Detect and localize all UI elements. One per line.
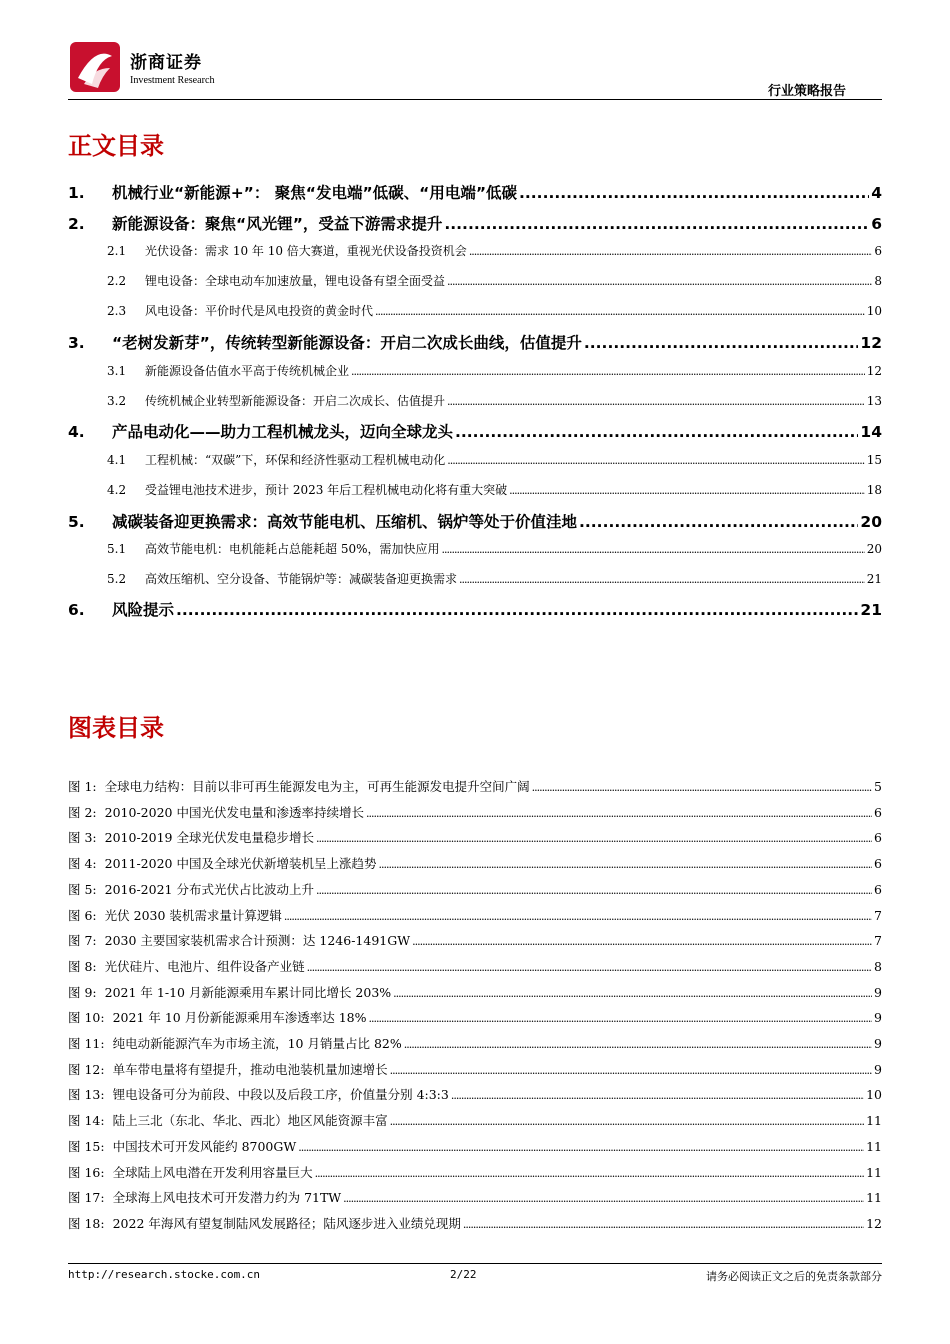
- toc-entry[interactable]: [107, 451, 882, 468]
- brand-subtitle: Investment Research: [130, 74, 215, 86]
- figure-label: 图 16:: [68, 1164, 105, 1180]
- figure-entry[interactable]: [68, 1214, 882, 1232]
- figure-label: 图 14:: [68, 1113, 105, 1129]
- figure-page: 9: [874, 1010, 882, 1026]
- toc-leader-dots: [509, 484, 865, 497]
- toc-entry-number: 1.: [68, 184, 85, 202]
- figure-label: 图 4:: [68, 856, 97, 872]
- toc-entry-page: 20: [860, 513, 882, 531]
- toc-entry-page: 13: [866, 394, 882, 408]
- figure-leader-dots: [284, 910, 872, 923]
- figure-page: 10: [866, 1087, 882, 1103]
- toc-entry-number: 2.2: [107, 274, 127, 288]
- toc-entry[interactable]: [107, 302, 882, 319]
- toc-entry[interactable]: [107, 540, 882, 557]
- figure-entry[interactable]: [68, 931, 882, 949]
- toc-entry-title: 光伏设备：需求 10 年 10 倍大赛道，重视光伏设备投资机会: [145, 244, 467, 258]
- figure-title: 全球海上风电技术可开发潜力约为 71TW: [112, 1190, 342, 1206]
- toc-entry[interactable]: [68, 510, 882, 532]
- figure-leader-dots: [390, 1064, 872, 1077]
- figure-title: 纯电动新能源汽车为市场主流，10 月销量占比 82%: [112, 1036, 402, 1051]
- figure-label: 图 9:: [68, 984, 97, 1000]
- toc-leader-dots: [579, 513, 858, 531]
- figure-leader-dots: [390, 1115, 864, 1128]
- figure-leader-dots: [369, 1012, 873, 1025]
- figure-leader-dots: [366, 807, 872, 820]
- toc-entry-number: 4.: [68, 423, 85, 441]
- toc-entry-page: 4: [871, 184, 882, 202]
- figure-entry[interactable]: [68, 1085, 882, 1103]
- figure-title: 2010-2020 中国光伏发电量和渗透率持续增长: [104, 804, 364, 820]
- figure-title: 中国技术可开发风能约 8700GW: [112, 1138, 297, 1154]
- toc-entry[interactable]: [68, 212, 882, 234]
- toc-leader-dots: [519, 184, 869, 202]
- figure-title: 陆上三北（东北、华北、西北）地区风能资源丰富: [112, 1113, 388, 1129]
- toc-entry-page: 15: [866, 453, 882, 467]
- figure-page: 6: [874, 856, 882, 872]
- toc-entry[interactable]: [107, 272, 882, 289]
- figure-title: 锂电设备可分为前段、中段以及后段工序，价值量分别 4:3:3: [112, 1087, 449, 1103]
- figure-entry[interactable]: [68, 983, 882, 1001]
- figure-title: 光伏 2030 装机需求量计算逻辑: [104, 907, 282, 923]
- figure-page: 12: [866, 1215, 882, 1231]
- figures-title: 图表目录: [68, 714, 164, 742]
- figure-title: 2021 年 1-10 月新能源乘用车累计同比增长 203%: [104, 984, 392, 1000]
- figure-leader-dots: [404, 1038, 872, 1051]
- figure-title: 2016-2021 分布式光伏占比波动上升: [104, 881, 314, 897]
- toc-entry-number: 6.: [68, 601, 85, 619]
- toc-entry-page: 8: [874, 274, 882, 288]
- figure-leader-dots: [315, 1167, 864, 1180]
- footer-disclaimer: 请务必阅读正文之后的免责条款部分: [706, 1270, 882, 1283]
- toc-entry-number: 2.3: [107, 304, 127, 318]
- footer-page-number: 2/22: [450, 1268, 477, 1281]
- figure-entry[interactable]: [68, 1188, 882, 1206]
- figure-title: 2021 年 10 月份新能源乘用车渗透率达 18%: [112, 1010, 367, 1026]
- figure-title: 2030 主要国家装机需求合计预测：达 1246-1491GW: [104, 933, 411, 949]
- figure-page: 9: [874, 1061, 882, 1077]
- figure-label: 图 7:: [68, 933, 97, 949]
- figure-title: 全球陆上风电潜在开发利用容量巨大: [112, 1164, 313, 1180]
- toc-entry-title: 工程机械：“双碳”下，环保和经济性驱动工程机械电动化: [145, 453, 446, 467]
- logo-icon: [68, 40, 122, 94]
- figure-label: 图 8:: [68, 958, 97, 974]
- figure-entry[interactable]: [68, 1008, 882, 1026]
- toc-leader-dots: [351, 365, 865, 378]
- figure-label: 图 11:: [68, 1036, 105, 1051]
- toc-leader-dots: [447, 395, 865, 408]
- figure-leader-dots: [298, 1141, 864, 1154]
- toc-entry-number: 3.: [68, 334, 85, 352]
- figure-leader-dots: [412, 935, 872, 948]
- toc-leader-dots: [442, 543, 865, 556]
- toc-leader-dots: [455, 423, 858, 441]
- figure-label: 图 17:: [68, 1190, 105, 1206]
- figure-page: 6: [874, 881, 882, 897]
- toc-entry-page: 20: [866, 542, 882, 556]
- toc-entry-page: 21: [860, 601, 882, 619]
- toc-entry-title: 锂电设备：全球电动车加速放量，锂电设备有望全面受益: [145, 274, 446, 288]
- figure-page: 11: [866, 1190, 882, 1206]
- toc-entry-page: 14: [860, 423, 882, 441]
- figure-entry[interactable]: [68, 1137, 882, 1155]
- toc-leader-dots: [447, 275, 872, 288]
- figure-label: 图 3:: [68, 830, 97, 846]
- figure-title: 光伏硅片、电池片、组件设备产业链: [104, 958, 305, 974]
- figure-entry[interactable]: [68, 957, 882, 975]
- toc-entry-title: 高效节能电机：电机能耗占总能耗超 50%，需加快应用: [145, 542, 440, 556]
- figure-page: 5: [874, 779, 882, 794]
- footer-url[interactable]: http://research.stocke.com.cn: [68, 1268, 261, 1281]
- toc-entry[interactable]: [68, 420, 882, 442]
- toc-entry-number: 5.: [68, 513, 85, 531]
- figure-label: 图 1:: [68, 779, 97, 794]
- figure-page: 8: [874, 958, 882, 974]
- figure-label: 图 18:: [68, 1215, 105, 1231]
- figure-entry[interactable]: [68, 1034, 882, 1052]
- figure-leader-dots: [463, 1218, 864, 1231]
- figure-entry[interactable]: [68, 803, 882, 821]
- toc-entry-title: 高效压缩机、空分设备、节能锅炉等：减碳装备迎更换需求: [145, 572, 458, 586]
- figure-leader-dots: [316, 832, 872, 845]
- toc-entry-number: 4.2: [107, 483, 127, 497]
- figure-label: 图 13:: [68, 1087, 105, 1103]
- figure-title: 2010-2019 全球光伏发电量稳步增长: [104, 830, 314, 846]
- figure-page: 11: [866, 1113, 882, 1129]
- figure-page: 11: [866, 1138, 882, 1154]
- toc-entry-title: 减碳装备迎更换需求：高效节能电机、压缩机、锅炉等处于价值洼地: [112, 513, 578, 531]
- toc-leader-dots: [444, 215, 869, 233]
- toc-entry-number: 5.1: [107, 542, 127, 556]
- toc-entry-page: 12: [866, 364, 882, 378]
- figure-entry[interactable]: [68, 854, 882, 872]
- toc-entry[interactable]: [107, 481, 882, 498]
- figure-page: 7: [874, 933, 882, 949]
- figure-entry[interactable]: [68, 1163, 882, 1181]
- figure-page: 11: [866, 1164, 882, 1180]
- figure-title: 全球电力结构：目前以非可再生能源发电为主，可再生能源发电提升空间广阔: [104, 779, 530, 794]
- figure-title: 单车带电量将有望提升，推动电池装机量加速增长: [112, 1061, 388, 1077]
- toc-entry-title: 新能源设备：聚焦“风光锂”，受益下游需求提升: [112, 215, 443, 233]
- figure-title: 2022 年海风有望复制陆风发展路径；陆风逐步进入业绩兑现期: [112, 1215, 461, 1231]
- toc-title: 正文目录: [68, 132, 164, 160]
- figure-page: 7: [874, 907, 882, 923]
- figure-label: 图 5:: [68, 881, 97, 897]
- toc-entry-number: 5.2: [107, 572, 127, 586]
- toc-entry-title: 新能源设备估值水平高于传统机械企业: [145, 364, 350, 378]
- figure-page: 6: [874, 830, 882, 846]
- figure-leader-dots: [343, 1192, 864, 1205]
- toc-leader-dots: [459, 573, 865, 586]
- header-divider: [68, 99, 882, 100]
- figure-entry[interactable]: [68, 828, 882, 846]
- figure-entry[interactable]: [68, 906, 882, 924]
- figure-page: 9: [874, 1036, 882, 1051]
- figure-entry[interactable]: [68, 880, 882, 898]
- toc-entry-page: 21: [866, 572, 882, 586]
- toc-entry[interactable]: [107, 570, 882, 587]
- toc-entry-number: 3.2: [107, 394, 127, 408]
- figure-label: 图 6:: [68, 907, 97, 923]
- toc-entry-title: 机械行业“新能源+”： 聚焦“发电端”低碳、“用电端”低碳: [112, 184, 518, 202]
- figure-leader-dots: [532, 781, 872, 794]
- figure-leader-dots: [378, 858, 872, 871]
- figure-entry[interactable]: [68, 777, 882, 795]
- figure-page: 9: [874, 984, 882, 1000]
- footer-divider: [68, 1263, 882, 1264]
- toc-leader-dots: [447, 454, 864, 467]
- toc-entry-title: 风险提示: [112, 601, 175, 619]
- toc-entry-page: 18: [866, 483, 882, 497]
- toc-entry-title: 传统机械企业转型新能源设备：开启二次成长、估值提升: [145, 394, 446, 408]
- figure-entry[interactable]: [68, 1111, 882, 1129]
- figure-entry[interactable]: [68, 1060, 882, 1078]
- toc-entry-number: 3.1: [107, 364, 127, 378]
- toc-entry-page: 6: [871, 215, 882, 233]
- toc-leader-dots: [584, 334, 859, 352]
- toc-entry-page: 12: [860, 334, 882, 352]
- figure-label: 图 12:: [68, 1061, 105, 1077]
- figure-leader-dots: [307, 961, 872, 974]
- toc-entry-number: 2.1: [107, 244, 127, 258]
- toc-entry-title: 风电设备：平价时代是风电投资的黄金时代: [145, 304, 374, 318]
- toc-entry-number: 2.: [68, 215, 85, 233]
- toc-leader-dots: [176, 601, 858, 619]
- figure-leader-dots: [393, 987, 872, 1000]
- toc-entry[interactable]: [107, 362, 882, 379]
- figure-label: 图 2:: [68, 804, 97, 820]
- toc-entry-page: 6: [874, 244, 882, 258]
- brand-name: 浙商证券: [130, 53, 202, 73]
- toc-entry[interactable]: [107, 392, 882, 409]
- toc-leader-dots: [375, 305, 865, 318]
- figure-leader-dots: [316, 884, 872, 897]
- report-type: 行业策略报告: [767, 84, 846, 99]
- page-header: [68, 40, 882, 100]
- toc-entry-title: 受益锂电池技术进步，预计 2023 年后工程机械电动化将有重大突破: [145, 483, 508, 497]
- figure-label: 图 10:: [68, 1010, 105, 1026]
- figure-leader-dots: [451, 1089, 864, 1102]
- toc-entry-title: 产品电动化——助力工程机械龙头，迈向全球龙头: [112, 423, 454, 441]
- toc-entry[interactable]: [107, 242, 882, 259]
- figure-label: 图 15:: [68, 1138, 105, 1154]
- toc-entry-title: “老树发新芽”，传统转型新能源设备：开启二次成长曲线，估值提升: [112, 334, 582, 352]
- figure-page: 6: [874, 804, 882, 820]
- toc-entry-number: 4.1: [107, 453, 127, 467]
- toc-entry[interactable]: [68, 181, 882, 203]
- toc-entry-page: 10: [866, 304, 882, 318]
- toc-leader-dots: [469, 245, 873, 258]
- toc-entry[interactable]: [68, 598, 882, 620]
- figure-title: 2011-2020 中国及全球光伏新增装机呈上涨趋势: [104, 856, 377, 872]
- toc-entry[interactable]: [68, 331, 882, 353]
